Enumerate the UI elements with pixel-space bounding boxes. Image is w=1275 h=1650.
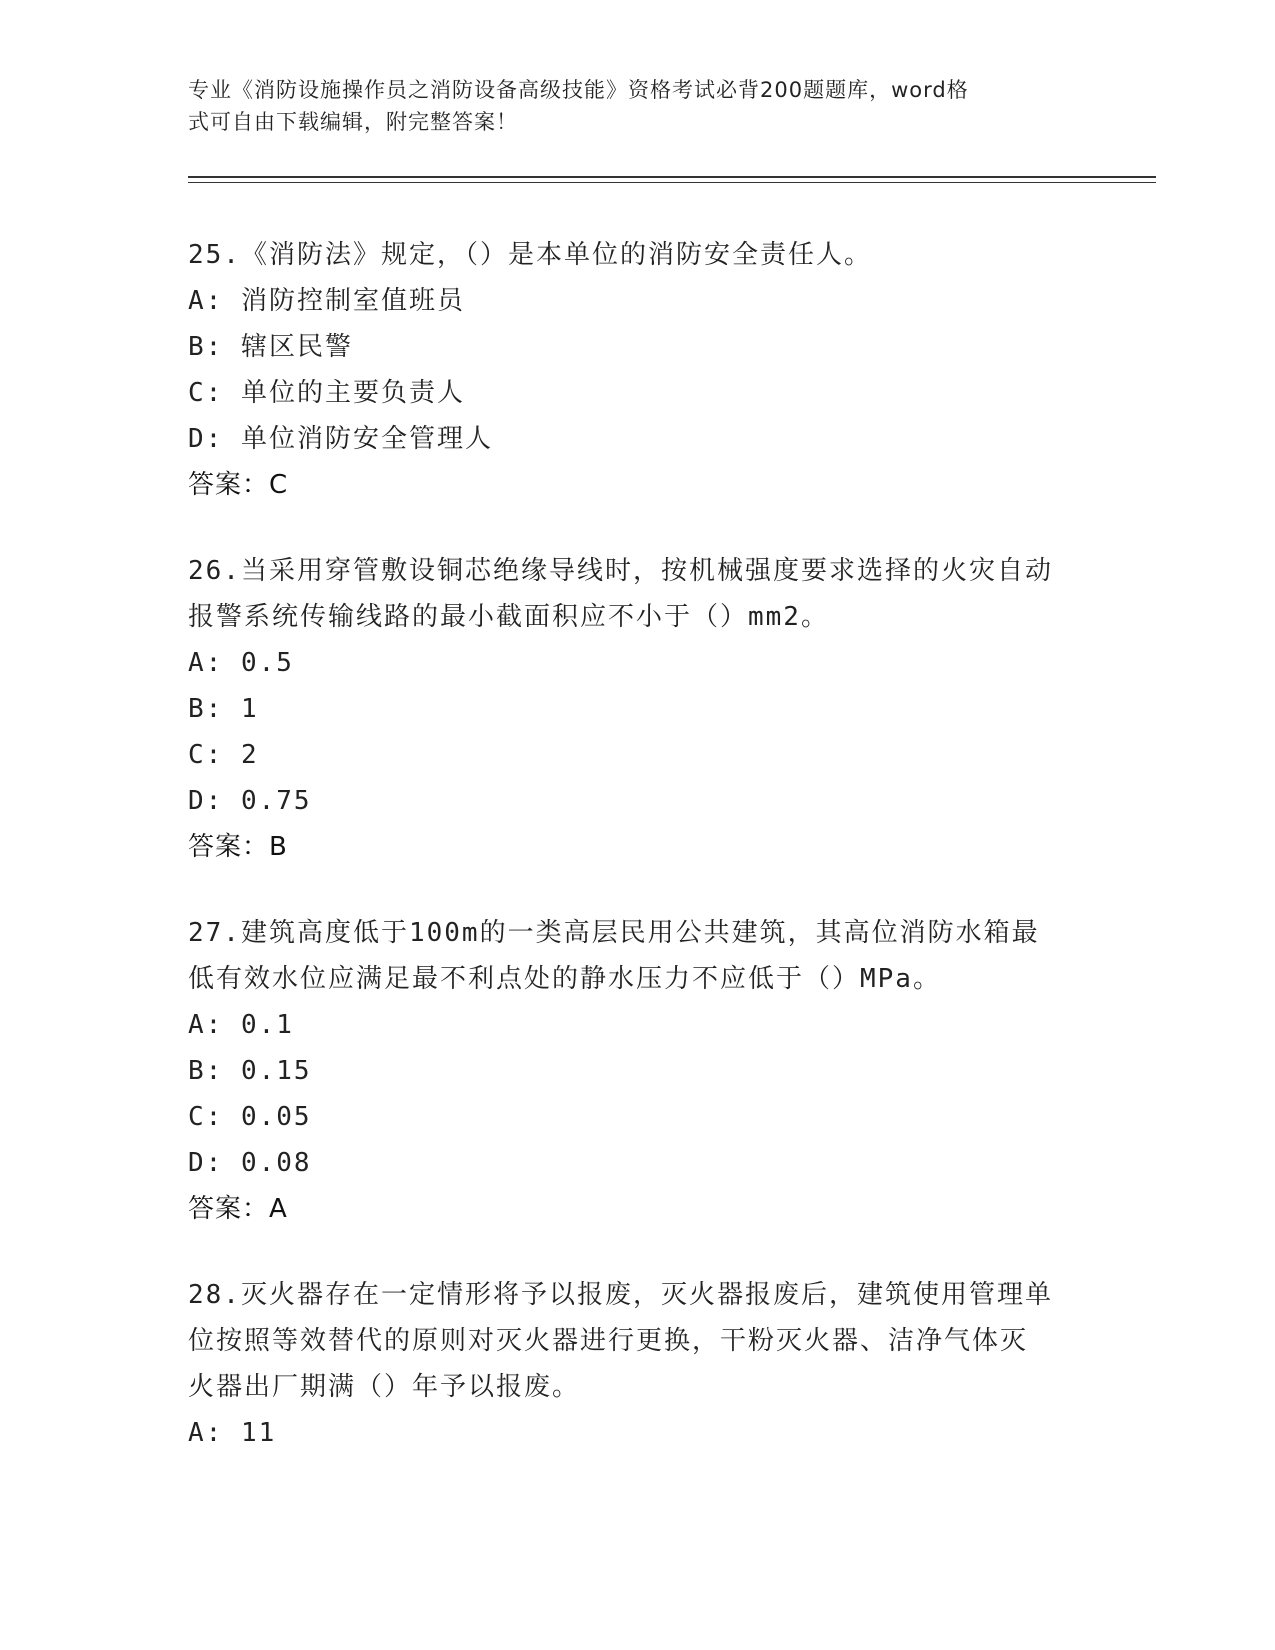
option-a: A: 0.5 [188, 648, 294, 678]
question-stem-line-2: 低有效水位应满足最不利点处的静水压力不应低于（）MPa。 [188, 964, 941, 994]
option-b: B: 辖区民警 [188, 332, 353, 362]
answer-line: 答案：A [188, 1194, 288, 1224]
option-a: A: 11 [188, 1418, 277, 1448]
header-line-1: 专业《消防设施操作员之消防设备高级技能》资格考试必背200题题库，word格 [188, 78, 969, 102]
option-a: A: 0.1 [188, 1010, 294, 1040]
question-stem: 25.《消防法》规定，（）是本单位的消防安全责任人。 [188, 240, 872, 270]
header-line-2: 式可自由下载编辑，附完整答案！ [188, 110, 518, 134]
question-stem-line-1: 26.当采用穿管敷设铜芯绝缘导线时，按机械强度要求选择的火灾自动 [188, 556, 1053, 586]
option-c: C: 单位的主要负责人 [188, 378, 465, 408]
option-c: C: 2 [188, 740, 259, 770]
question-28 [188, 1272, 1088, 1456]
question-stem-line-3: 火器出厂期满（）年予以报废。 [188, 1372, 581, 1402]
question-25 [188, 232, 1088, 508]
option-d: D: 0.75 [188, 786, 312, 816]
question-list [188, 232, 1088, 1496]
question-stem-line-1: 27.建筑高度低于100m的一类高层民用公共建筑，其高位消防水箱最 [188, 918, 1040, 948]
document-header [188, 74, 1068, 138]
question-stem-line-2: 报警系统传输线路的最小截面积应不小于（）mm2。 [188, 602, 829, 632]
answer-line: 答案：C [188, 470, 289, 500]
option-d: D: 单位消防安全管理人 [188, 424, 493, 454]
header-rule-thick [188, 176, 1156, 178]
question-26 [188, 548, 1088, 870]
option-b: B: 1 [188, 694, 259, 724]
question-stem-line-1: 28.灭火器存在一定情形将予以报废，灭火器报废后，建筑使用管理单 [188, 1280, 1053, 1310]
answer-line: 答案：B [188, 832, 288, 862]
option-d: D: 0.08 [188, 1148, 312, 1178]
option-a: A: 消防控制室值班员 [188, 286, 465, 316]
header-rule-thin [188, 182, 1156, 183]
question-stem-line-2: 位按照等效替代的原则对灭火器进行更换，干粉灭火器、洁净气体灭 [188, 1326, 1029, 1356]
option-c: C: 0.05 [188, 1102, 312, 1132]
option-b: B: 0.15 [188, 1056, 312, 1086]
question-27 [188, 910, 1088, 1232]
